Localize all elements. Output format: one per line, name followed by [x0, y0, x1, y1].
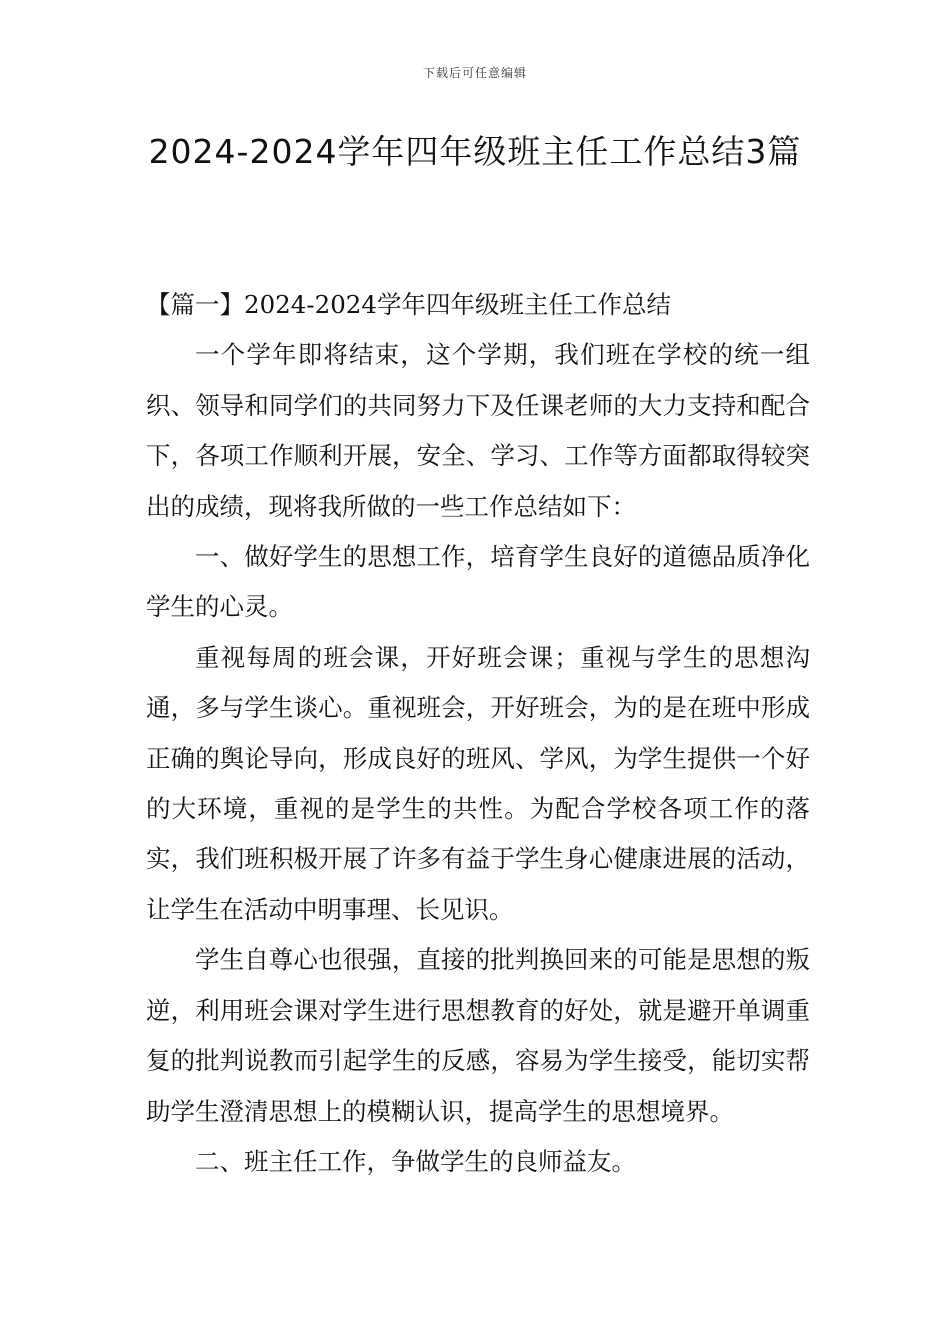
- paragraph-point-two: 二、班主任工作，争做学生的良师益友。: [195, 1146, 636, 1176]
- paragraph-intro: 一个学年即将结束，这个学期，我们班在学校的统一组织、领导和同学们的共同努力下及任课老师的大力支持和配合下，各项工作顺利开展，安全、学习、工作等方面都取得较突出的成绩，现将我所做的一些工作总结如下：: [146, 340, 810, 521]
- paragraph-class-meeting: 重视每周的班会课，开好班会课；重视与学生的思想沟通，多与学生谈心。重视班会，开好班会，为的是在班中形成正确的舆论导向，形成良好的班风、学风，为学生提供一个好的大环境，重视的是学生的共性。为配合学校各项工作的落实，我们班积极开展了许多有益于学生身心健康进展的活动，让学生在活动中明事理、长见识。: [146, 642, 810, 924]
- paragraph-self-esteem: 学生自尊心也很强，直接的批判换回来的可能是思想的叛逆，利用班会课对学生进行思想教育的好处，就是避开单调重复的批判说教而引起学生的反感，容易为学生接受，能切实帮助学生澄清思想上的模糊认识，提高学生的思想境界。: [146, 945, 810, 1126]
- document-body: [146, 280, 810, 1187]
- section-heading: 【篇一】2024-2024学年四年级班主任工作总结: [146, 290, 671, 319]
- paragraph-point-one: 一、做好学生的思想工作，培育学生良好的道德品质净化学生的心灵。: [146, 542, 810, 622]
- header-note: 下载后可任意编辑: [422, 66, 527, 80]
- document-title: 2024-2024学年四年级班主任工作总结3篇: [148, 132, 802, 171]
